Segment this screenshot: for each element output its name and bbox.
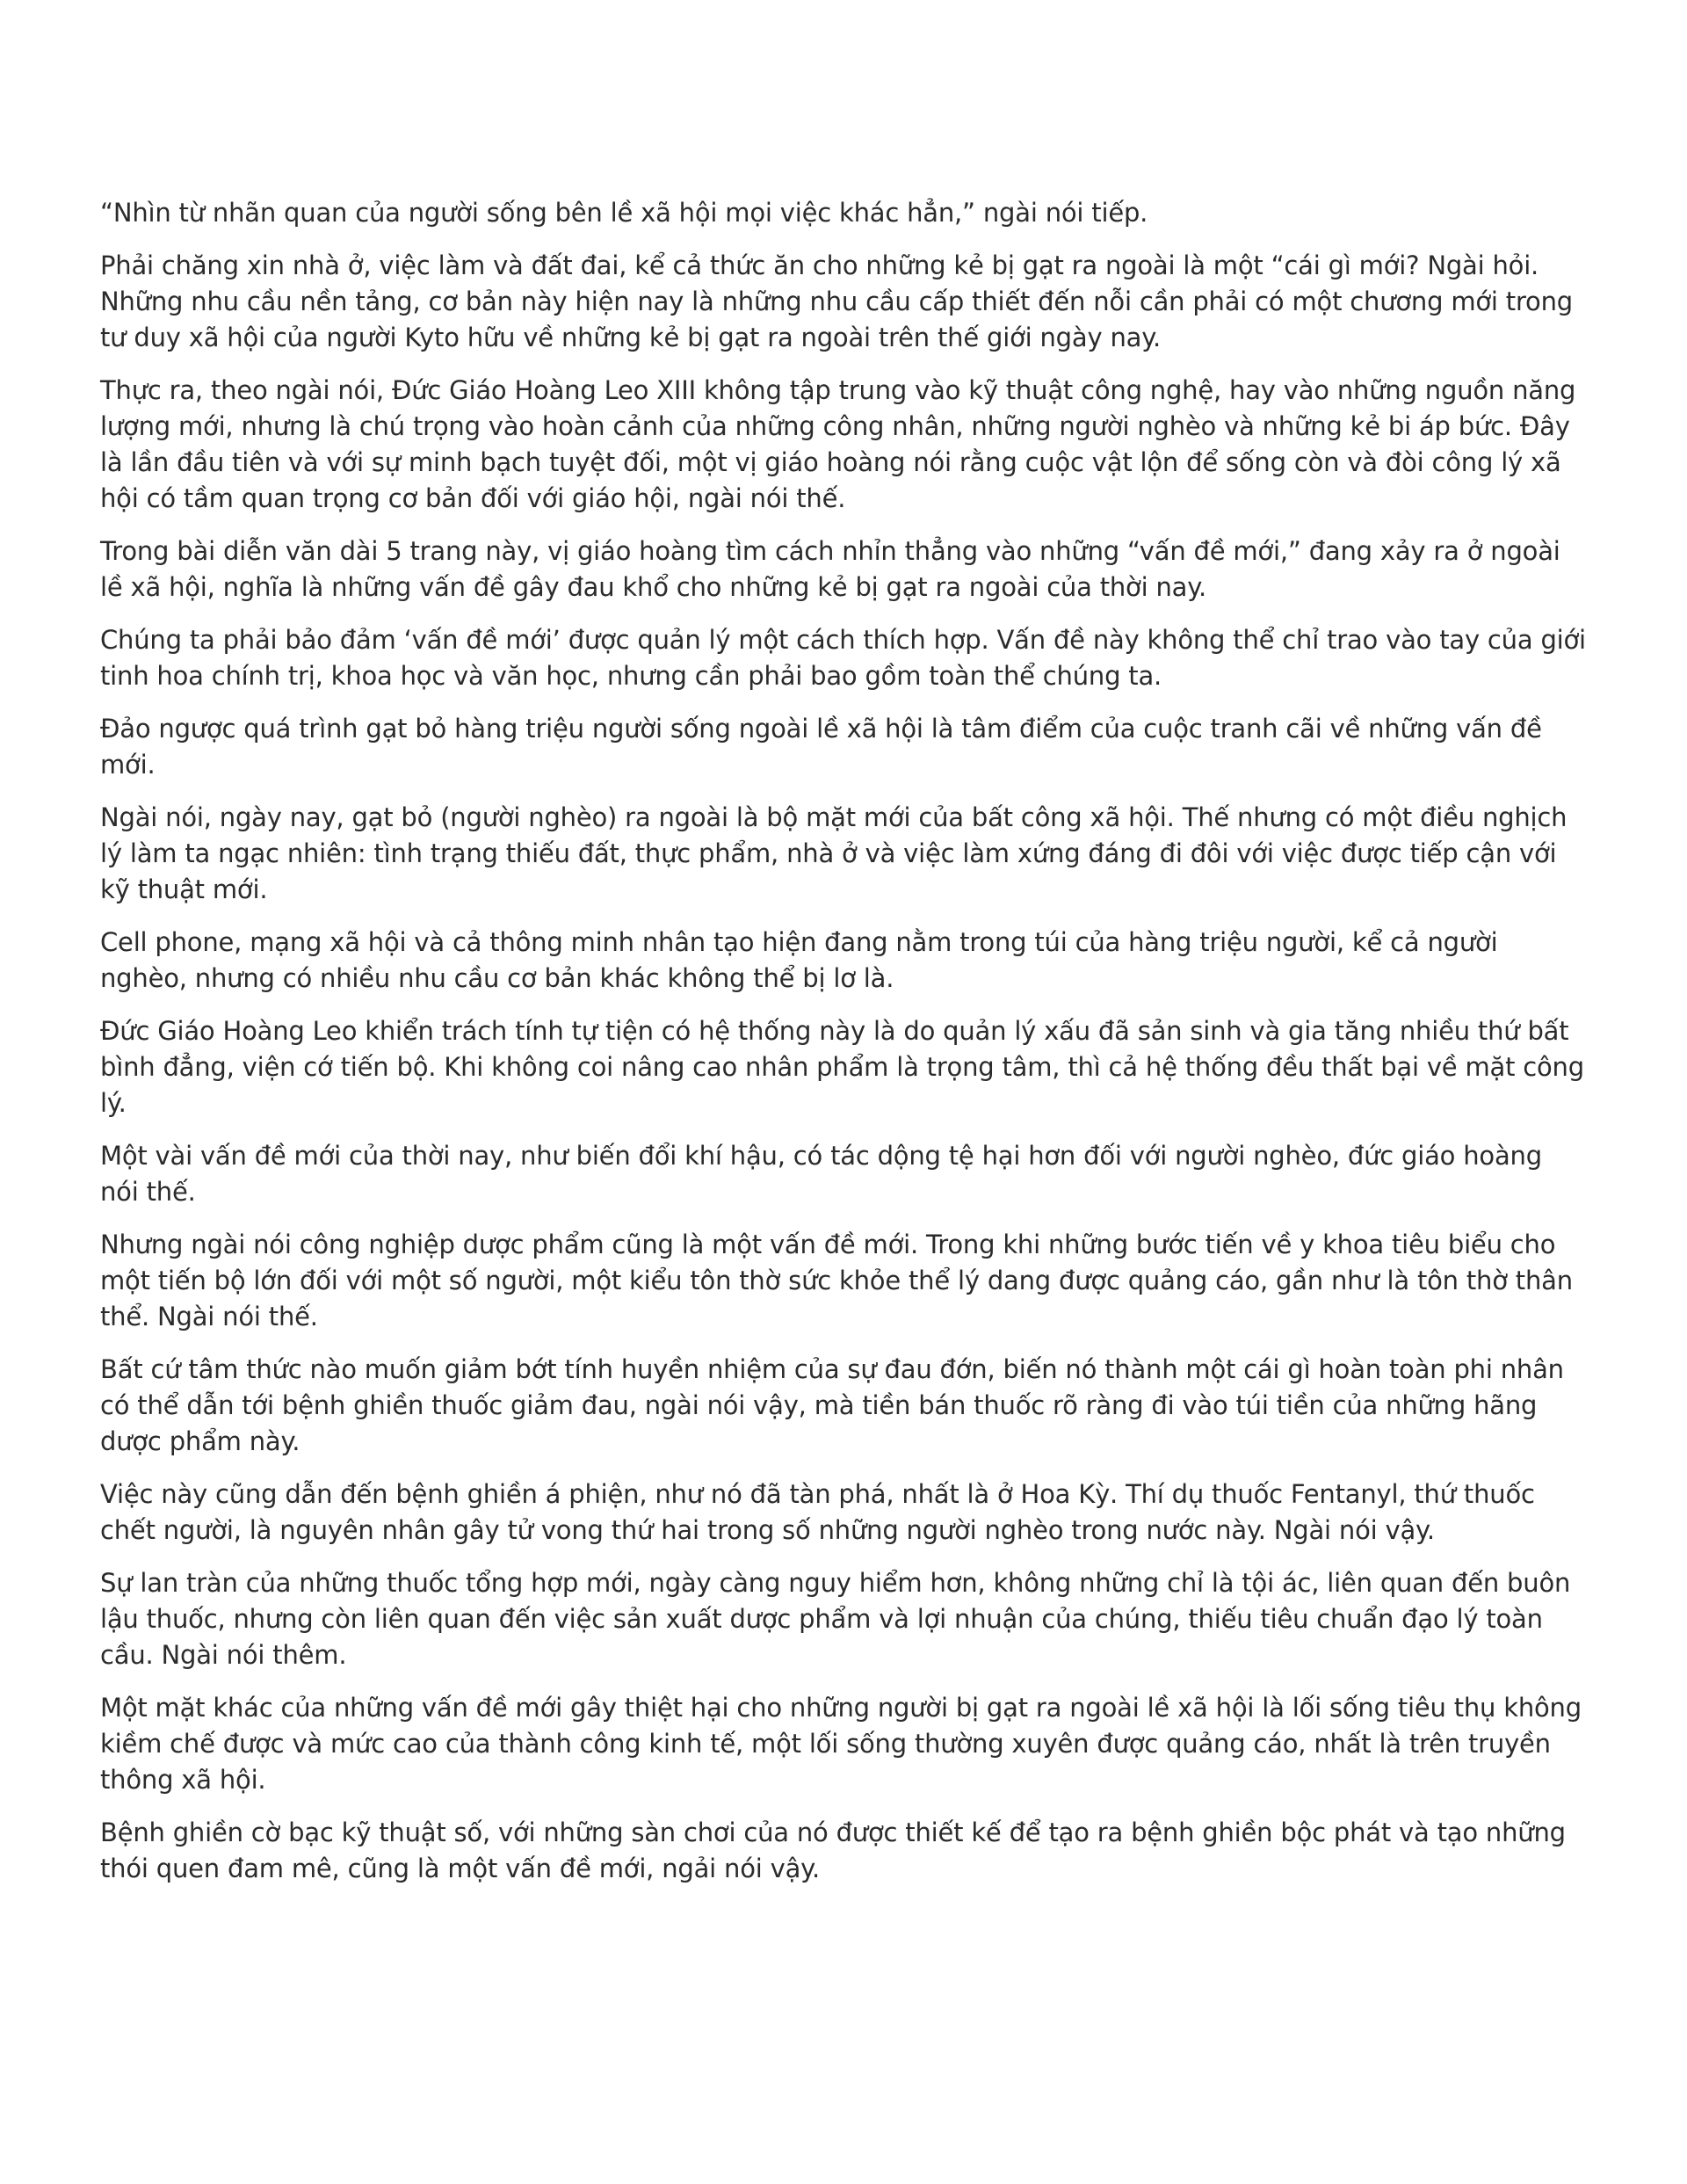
paragraph: Ngài nói, ngày nay, gạt bỏ (người nghèo) ra ngoài là bộ mặt mới của bất công xã hội. Thế nhưng có một điều nghịch lý làm ta ngạc nhiên: tình trạng thiếu đất, thực phẩm, nhà ở và việc làm xứng đáng đi đôi với việc được tiếp cận với kỹ thuật mới. (100, 802, 1568, 904)
document-body (100, 195, 1587, 1904)
paragraph: Một vài vấn đề mới của thời nay, như biến đổi khí hậu, có tác dộng tệ hại hơn đối với người nghèo, đức giáo hoàng nói thế. (100, 1141, 1542, 1207)
paragraph: Phải chăng xin nhà ở, việc làm và đất đai, kể cả thức ăn cho những kẻ bị gạt ra ngoài là một “cái gì mới? Ngài hỏi. Những nhu cầu nền tảng, cơ bản này hiện nay là những nhu cầu cấp thiết đến nỗi cần phải có một chương mới trong tư duy xã hội của người Kyto hữu về những kẻ bị gạt ra ngoài trên thế giới ngày nay. (100, 250, 1573, 352)
paragraph: Bệnh ghiền cờ bạc kỹ thuật số, với những sàn chơi của nó được thiết kế để tạo ra bệnh ghiền bộc phát và tạo những thói quen đam mê, cũng là một vấn đề mới, ngải nói vậy. (100, 1818, 1566, 1883)
paragraph: Trong bài diễn văn dài 5 trang này, vị giáo hoàng tìm cách nhỉn thẳng vào những “vấn đề mới,” đang xảy ra ở ngoài lề xã hội, nghĩa là những vấn đề gây đau khổ cho những kẻ bị gạt ra ngoài của thời nay. (100, 536, 1560, 602)
paragraph: Sự lan tràn của những thuốc tổng hợp mới, ngày càng nguy hiểm hơn, không những chỉ là tội ác, liên quan đến buôn lậu thuốc, nhưng còn liên quan đến việc sản xuất dược phẩm và lợi nhuận của chúng, thiếu tiêu chuẩn đạo lý toàn cầu. Ngài nói thêm. (100, 1568, 1571, 1670)
paragraph: Đảo ngược quá trình gạt bỏ hàng triệu người sống ngoài lề xã hội là tâm điểm của cuộc tranh cãi về những vấn đề mới. (100, 714, 1542, 780)
paragraph: Cell phone, mạng xã hội và cả thông minh nhân tạo hiện đang nằm trong túi của hàng triệu người, kể cả người nghèo, nhưng có nhiều nhu cầu cơ bản khác không thể bị lơ là. (100, 927, 1498, 993)
paragraph: Nhưng ngài nói công nghiệp dược phẩm cũng là một vấn đề mới. Trong khi những bước tiến về y khoa tiêu biểu cho một tiến bộ lớn đối với một số người, một kiểu tôn thờ sức khỏe thể lý dang được quảng cáo, gần như là tôn thờ thân thể. Ngài nói thế. (100, 1230, 1573, 1331)
paragraph: “Nhìn từ nhãn quan của người sống bên lề xã hội mọi việc khác hẳn,” ngài nói tiếp. (100, 198, 1148, 228)
paragraph: Chúng ta phải bảo đảm ‘vấn đề mới’ được quản lý một cách thích hợp. Vấn đề này không thể chỉ trao vào tay của giới tinh hoa chính trị, khoa học và văn học, nhưng cần phải bao gồm toàn thể chúng ta. (100, 625, 1586, 691)
paragraph: Thực ra, theo ngài nói, Đức Giáo Hoàng Leo XIII không tập trung vào kỹ thuật công nghệ, hay vào những nguồn năng lượng mới, nhưng là chú trọng vào hoàn cảnh của những công nhân, những người nghèo và những kẻ bi áp bức. Đây là lần đầu tiên và với sự minh bạch tuyệt đối, một vị giáo hoàng nói rằng cuộc vật lộn để sống còn và đòi công lý xã hội có tầm quan trọng cơ bản đối với giáo hội, ngài nói thế. (100, 375, 1576, 513)
paragraph: Bất cứ tâm thức nào muốn giảm bớt tính huyền nhiệm của sự đau đớn, biến nó thành một cái gì hoàn toàn phi nhân có thể dẫn tới bệnh ghiền thuốc giảm đau, ngài nói vậy, mà tiền bán thuốc rõ ràng đi vào túi tiền của những hãng dược phẩm này. (100, 1354, 1564, 1456)
paragraph: Một mặt khác của những vấn đề mới gây thiệt hại cho những người bị gạt ra ngoài lề xã hội là lối sống tiêu thụ không kiềm chế được và mức cao của thành công kinh tế, một lối sống thường xuyên được quảng cáo, nhất là trên truyền thông xã hội. (100, 1693, 1582, 1795)
paragraph: Việc này cũng dẫn đến bệnh ghiền á phiện, như nó đã tàn phá, nhất là ở Hoa Kỳ. Thí dụ thuốc Fentanyl, thứ thuốc chết người, là nguyên nhân gây tử vong thứ hai trong số những người nghèo trong nước này. Ngài nói vậy. (100, 1479, 1535, 1545)
paragraph: Đức Giáo Hoàng Leo khiển trách tính tự tiện có hệ thống này là do quản lý xấu đã sản sinh và gia tăng nhiều thứ bất bình đẳng, viện cớ tiến bộ. Khi không coi nâng cao nhân phẩm là trọng tâm, thì cả hệ thống đều thất bại về mặt công lý. (100, 1016, 1584, 1118)
